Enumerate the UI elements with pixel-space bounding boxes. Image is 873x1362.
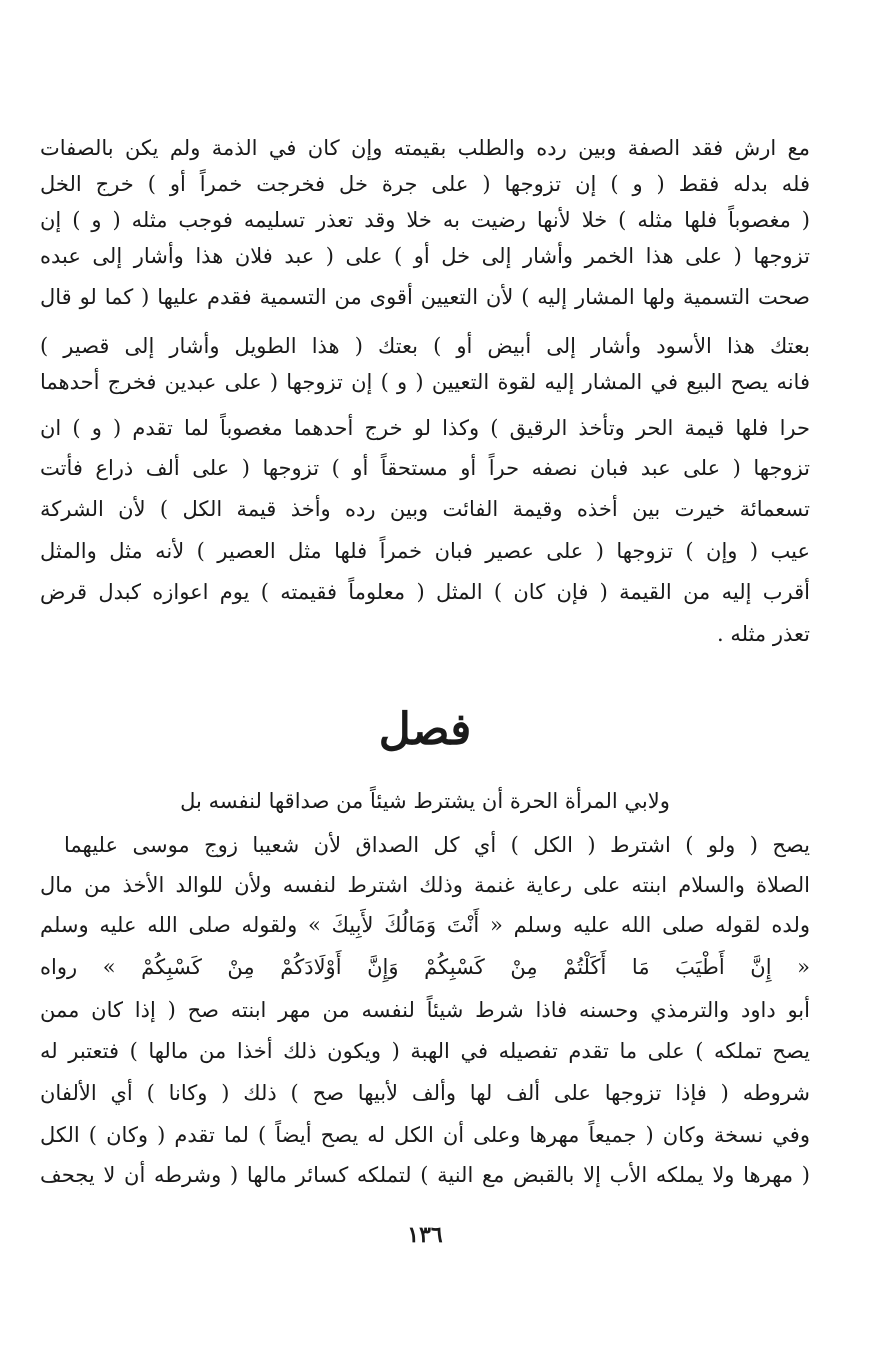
text-line: أبو داود والترمذي وحسنه فاذا شرط شيئاً لنفسه من مهر ابنته صح ( إذا كان ممن xyxy=(40,998,810,1022)
text-line: ( مهرها ولا يملكه الأب إلا بالقبض مع النية ) لتملكه كسائر مالها ( وشرطه أن لا يجحف xyxy=(40,1163,810,1187)
page-number: ١٣٦ xyxy=(407,1222,443,1248)
text-line: يصح تملكه ) على ما تقدم تفصيله في الهبة ( ويكون ذلك أخذا من مالها ) فتعتبر له xyxy=(40,1039,810,1063)
text-line: « إِنَّ أَطْيَبَ مَا أَكَلْتُمْ مِنْ كَسْبِكُمْ وَإِنَّ أَوْلَادَكُمْ مِنْ كَسْبِكُمْ » رواه xyxy=(40,955,810,979)
text-line: صحت التسمية ولها المشار إليه ) لأن التعيين أقوى من التسمية فقدم عليها ( كما لو قال xyxy=(40,285,810,309)
text-line: يصح ( ولو ) اشترط ( الكل ) أي كل الصداق لأن شعيبا زوج موسى عليهما xyxy=(64,833,810,857)
text-line: فله بدله فقط ( و ) إن تزوجها ( على جرة خل فخرجت خمراً أو ) خرج الخل xyxy=(40,172,810,196)
text-line: شروطه ( فإذا تزوجها على ألف لها وألف لأبيها صح ) ذلك ( وكانا ) أي الألفان xyxy=(40,1081,810,1105)
section-subtitle: ولابي المرأة الحرة أن يشترط شيئاً من صداقها لنفسه بل xyxy=(180,789,670,813)
text-line: حرا فلها قيمة الحر وتأخذ الرقيق ) وكذا لو خرج أحدهما مغصوباً لما تقدم ( و ) ان xyxy=(40,416,810,440)
text-line: تزوجها ( على عبد فبان نصفه حراً أو مستحقاً أو ) تزوجها ( على ألف ذراع فأتت xyxy=(40,456,810,480)
text-line: بعتك هذا الأسود وأشار إلى أبيض أو ) بعتك ( هذا الطويل وأشار إلى قصير ) xyxy=(40,334,810,358)
text-line: وفي نسخة وكان ( جميعاً مهرها وعلى أن الكل له يصح أيضاً ) لما تقدم ( وكان ) الكل xyxy=(40,1123,810,1147)
text-line: الصلاة والسلام ابنته على رعاية غنمة وذلك اشترط لنفسه ولأن للوالد الأخذ من مال xyxy=(40,873,810,897)
text-line: تعذر مثله . xyxy=(717,622,810,646)
text-line: فانه يصح البيع في المشار إليه لقوة التعيين ( و ) إن تزوجها ( على عبدين فخرج أحدهما xyxy=(40,370,810,394)
text-line: ( مغصوباً فلها مثله ) خلا لأنها رضيت به خلا وقد تعذر تسليمه فوجب مثله ( و ) إن xyxy=(40,208,810,232)
text-line: تزوجها ( على هذا الخمر وأشار إلى خل أو ) على ( عبد فلان هذا وأشار إلى عبده xyxy=(40,244,810,268)
text-line: أقرب إليه من القيمة ( فإن كان ) المثل ( معلوماً فقيمته ) يوم اعوازه كبدل قرض xyxy=(40,580,810,604)
text-line: عيب ( وإن ) تزوجها ( على عصير فبان خمراً فلها مثل العصير ) لأنه مثل والمثل xyxy=(40,539,810,563)
text-line: ولده لقوله صلى الله عليه وسلم « أَنْتَ وَمَالُكَ لأَبِيكَ » ولقوله صلى الله عليه وسلم xyxy=(40,913,810,937)
text-line: مع ارش فقد الصفة وبين رده والطلب بقيمته وإن كان في الذمة ولم يكن بالصفات xyxy=(40,136,810,160)
section-title: فصل xyxy=(378,704,472,755)
document-page xyxy=(40,0,810,1362)
text-line: تسعمائة خيرت بين أخذه وقيمة الفائت وبين رده وأخذ قيمة الكل ) لأن الشركة xyxy=(40,497,810,521)
